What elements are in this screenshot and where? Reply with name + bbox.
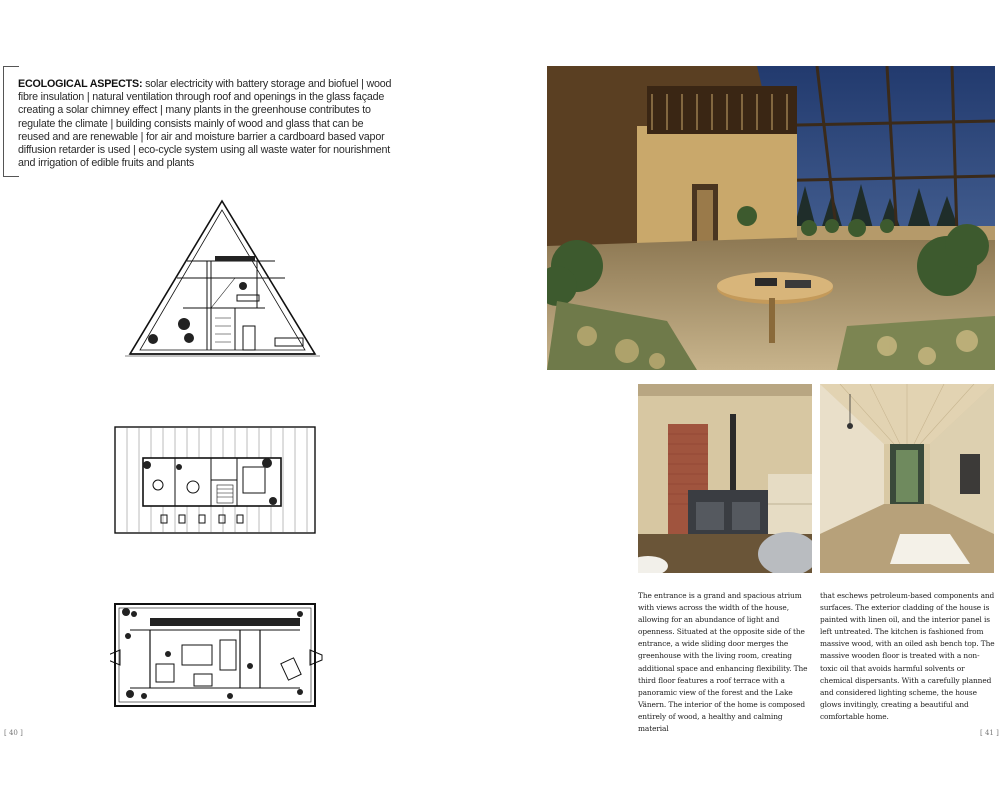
ecological-heading: ECOLOGICAL ASPECTS: bbox=[18, 78, 143, 90]
page-number-left: [ 40 ] bbox=[4, 729, 23, 737]
page-number-right: [ 41 ] bbox=[980, 729, 999, 737]
kitchen-corridor-photo bbox=[820, 384, 994, 573]
greenhouse-photo bbox=[547, 66, 995, 370]
text-bracket bbox=[3, 66, 19, 177]
ecological-text: solar electricity with battery storage and biofuel | wood fibre insulation | natural ventilation through roof and openings in the glass façade creating a solar chimney effect | many plants in the greenhouse contributes to regulate the climate | building consists mainly of wood and glass that can be reused and are renewable | for air and moisture barrier a cardboard based vapor diffusion retarder is used | eco-cycle system using all waste water for nourishment and irrigation of edible fruits and plants bbox=[18, 78, 392, 170]
body-text-column-2: that eschews petroleum-based components and surfaces. The exterior cladding of the house is painted with linen oil, and the interior panel is left untreated. The kitchen is fashioned from massive wood, with an oiled ash bench top. The massive wooden floor is treated with a non-toxic oil that avoids harmful solvents or chemical dispersants. With a carefully planned and considered lighting scheme, the house glows invitingly, creating a beautiful and comfortable home. bbox=[820, 591, 995, 721]
ground-floor-plan bbox=[110, 600, 325, 710]
upper-floor-plan bbox=[113, 425, 317, 535]
section-drawing bbox=[125, 198, 320, 358]
kitchen-stove-photo bbox=[638, 384, 812, 573]
body-text-column-1: The entrance is a grand and spacious atrium with views across the width of the house, allowing for an abundance of light and openness. Situated at the opposite side of the entrance, a wide sliding door merges the greenhouse with the living room, creating additional space and enhancing flexibility. The third floor features a roof terrace with a panoramic view of the forest and the Lake Vänern. The interior of the home is composed entirely of wood, a healthy and calming material bbox=[638, 591, 808, 734]
ecological-aspects-block bbox=[18, 78, 394, 170]
